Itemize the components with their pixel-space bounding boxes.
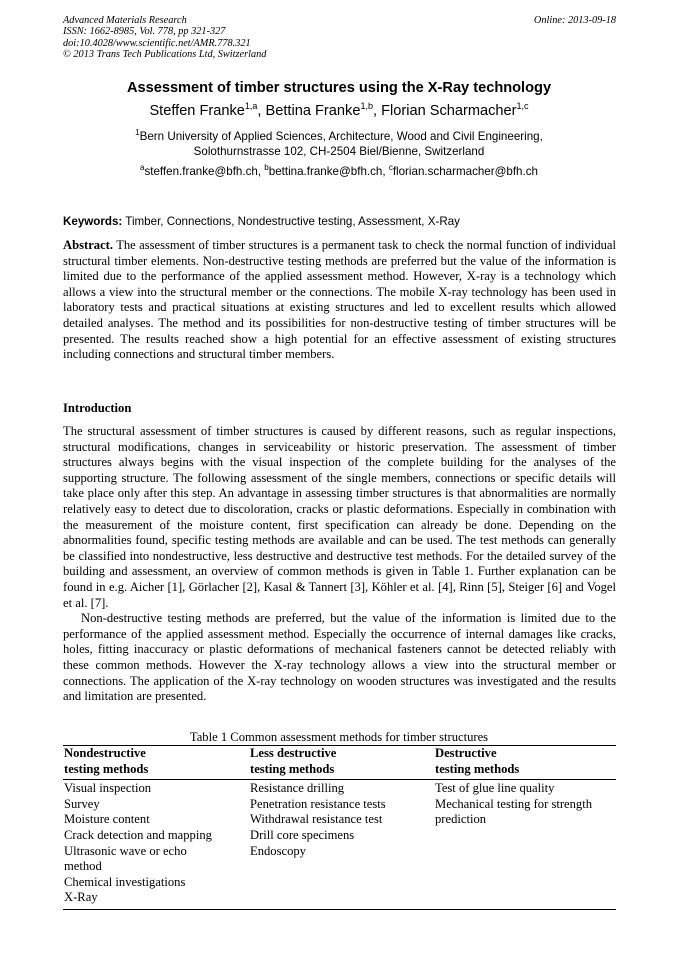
table-cell: Endoscopy [250,843,306,858]
abstract-text: The assessment of timber structures is a permanent task to check the normal function of individual structural timber elements. Non-destructive testing methods are preferred but the value of the information is limited due to the performance of the applied assessment method. However, X-ray is a technology which allows a view into the structural member or the connections. The mobile X-ray technology has been used in laboratory tests and practical situations at existing structures and led to excellent results which allowed detailed analyses. The method and its possibilities for non-destructive testing of timber structures will be presented. The results reached show a high potential for an effective assessment of existing structures including connections and structural timber members. [63,238,616,362]
keywords-text: Timber, Connections, Nondestructive testing, Assessment, X-Ray [125,215,460,228]
column-header: Nondestructive [64,746,146,760]
table-caption: Table 1 Common assessment methods for timber structures [189,730,489,744]
paragraph: Non-destructive testing methods are preferred, but the value of the information is limited due to the performance of the applied assessment method. Especially the occurrence of internal damages like cracks, holes, fitting inaccuracy or plastic deformations of mechanical fasteners cannot be detected reliably with these common methods. However the X-ray technology allows a view into the structural member or connections. The application of the X-ray technology on wooden structures was investigated and the results and limitation are presented. [63,611,616,704]
table-cell: Chemical investigations [64,874,186,889]
table-cell: Visual inspection [64,781,152,796]
section-heading: Introduction [63,401,132,415]
table-cell: Moisture content [64,812,150,827]
table-cell: Crack detection and mapping [64,827,212,842]
affiliation-mark: 1 [135,128,140,137]
table-cell: X-Ray [64,890,98,905]
email-mark: a [140,163,145,172]
online-date: Online: 2013-09-18 [533,15,616,26]
paper-title: Assessment of timber structures using the X-Ray technology [126,80,552,96]
paragraph: The structural assessment of timber structures is caused by different reasons, such as regular inspections, structural modifications, changes in serviceability or historic preservation. The assessment of timber structures always begins with the visual inspection of the complete building for the analyses of the supporting structure. The following assessment of the single members, connections or specific details will take place only after this step. An advantage in assessing timber structures is that abnormalities are normally relatively easy to detect due to discoloration, cracks or plastic deformations. Especially in combination with the measurement of the moisture content, first specification can already be done. Depending on the abnormalities found, specific testing methods are available and can be used. The test methods can generally be classified into nondestructive, less destructive and destructive test methods. For the detailed survey of the building and assessment, an overview of common methods is given in Table 1. Further explanation can be found in e.g. Aicher [1], Görlacher [2], Kasal & Tannert [3], Köhler et al. [4], Rinn [5], Steiger [6] and Vogel et al. [7]. [63,424,616,610]
column-header: testing methods [64,761,149,776]
abstract [63,238,616,363]
journal-header [63,15,616,61]
column-header: Destructive [435,746,497,760]
affiliation-line: Solothurnstrasse 102, CH-2504 Biel/Bienne, Switzerland [193,144,485,158]
issn: ISSN: 1662-8985, Vol. 778, pp 321-327 [63,26,226,38]
table-cell: Resistance drilling [250,781,345,796]
keywords [63,215,616,228]
author-name: Steffen Franke [149,103,245,119]
email-mark: c [388,163,393,172]
author-list: Steffen Franke$^{1,a}$, Bettina Franke$^{1,b}$, Florian Scharmacher$^{1,c}$ [149,101,529,119]
author-affiliation-mark: 1,a [244,101,258,111]
author-name: Bettina Franke [265,103,361,119]
table-column-nondestructive [64,746,249,906]
table-cell: Withdrawal resistance test [250,812,383,827]
author-affiliation-mark: 1,b [360,101,373,111]
email-list: $^a$steffen.franke@bfh.ch, $^b$bettina.franke@bfh.ch, $^c$florian.scharmacher@bfh.ch [140,163,538,178]
doi: doi:10.4028/www.scientific.net/AMR.778.321 [63,37,251,49]
table-cell: Mechanical testing for strength [435,796,593,811]
email-link[interactable]: steffen.franke@bfh.ch [144,165,258,178]
abstract-label: Abstract. [63,238,114,252]
keywords-label: Keywords: [63,215,123,228]
table-cell: method [64,859,102,874]
table-cell: Ultrasonic wave or echo [64,843,187,858]
column-header: testing methods [250,761,335,776]
table-cell: Drill core specimens [250,827,355,842]
introduction-body [63,424,616,705]
author-name: Florian Scharmacher [381,103,517,119]
email-mark: b [264,163,269,172]
table-column-destructive [435,746,615,828]
affiliation [0,130,678,159]
copyright: © 2013 Trans Tech Publications Ltd, Switzerland [63,49,267,61]
column-header: Less destructive [250,746,337,760]
table-cell: Penetration resistance tests [250,796,386,811]
email-link[interactable]: florian.scharmacher@bfh.ch [392,165,538,178]
table-bottom-rule [63,909,616,910]
table-cell: Survey [64,796,100,811]
email-link[interactable]: bettina.franke@bfh.ch [268,165,383,178]
table-column-less-destructive [250,746,435,859]
author-affiliation-mark: 1,c [516,101,529,111]
table-cell: prediction [435,812,487,827]
journal-name: Advanced Materials Research [63,15,187,26]
affiliation-line: Bern University of Applied Sciences, Architecture, Wood and Civil Engineering, [139,130,543,143]
table-cell: Test of glue line quality [435,781,555,796]
column-header: testing methods [435,761,520,776]
